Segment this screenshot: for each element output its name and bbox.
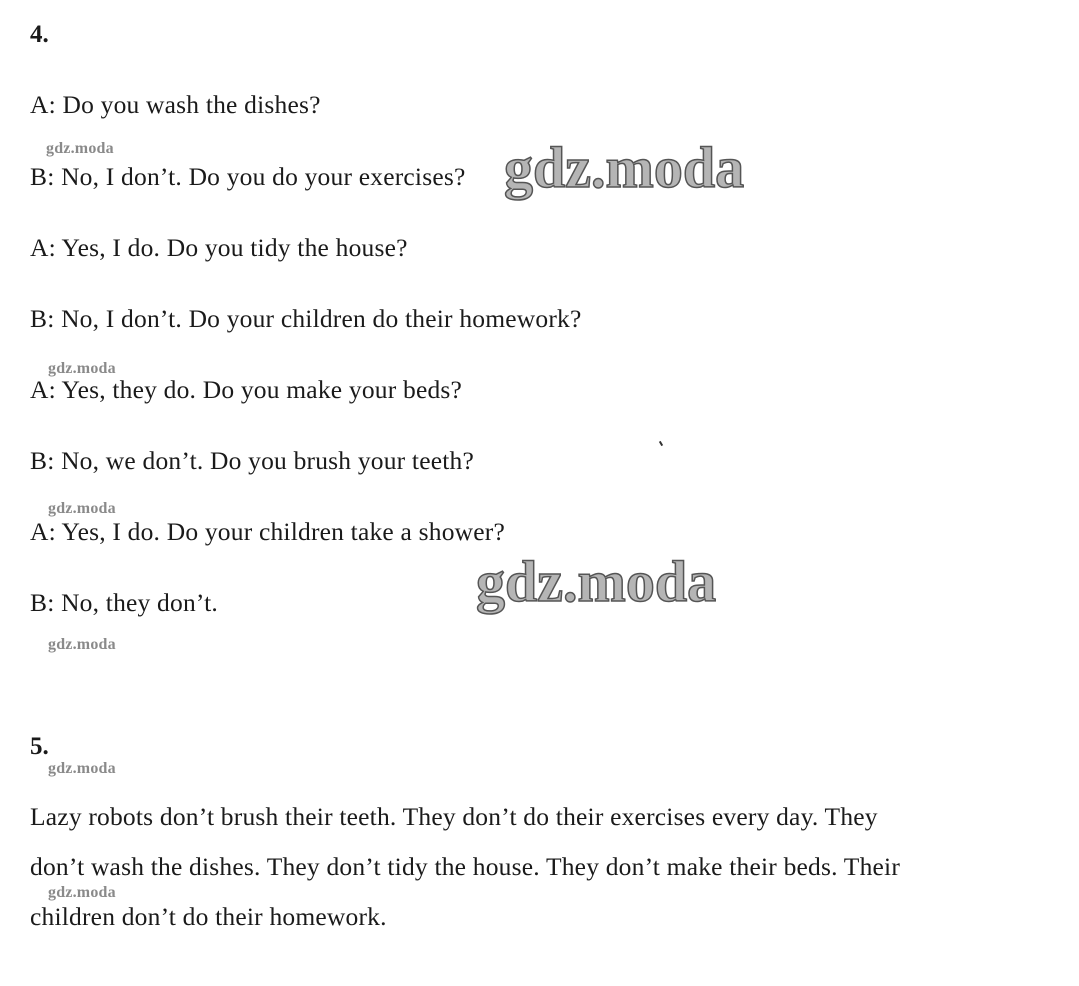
watermark-small-5: gdz.moda xyxy=(48,760,116,777)
watermark-large-1: gdz.moda xyxy=(504,135,745,200)
paragraph-line-1: Lazy robots don’t brush their teeth. They don’t do their exercises every day. They xyxy=(30,802,878,831)
dialogue-line-5: A: Yes, they do. Do you make your beds? xyxy=(30,375,463,404)
dialogue-line-7: A: Yes, I do. Do your children take a shower? xyxy=(30,517,505,546)
dialogue-line-2: B: No, I don’t. Do you do your exercises? xyxy=(30,162,466,191)
dialogue-line-1: A: Do you wash the dishes? xyxy=(30,90,321,119)
dialogue-line-6: B: No, we don’t. Do you brush your teeth? xyxy=(30,446,475,475)
scan-speck xyxy=(659,441,663,446)
dialogue-line-4: B: No, I don’t. Do your children do their homework? xyxy=(30,304,582,333)
section-4-heading: 4. xyxy=(30,21,49,48)
watermark-small-2: gdz.moda xyxy=(48,360,116,377)
watermark-small-1: gdz.moda xyxy=(46,140,114,157)
watermark-large-2: gdz.moda xyxy=(476,549,717,614)
watermark-small-6: gdz.moda xyxy=(48,884,116,901)
section-5-heading: 5. xyxy=(30,733,49,760)
paragraph-line-2: don’t wash the dishes. They don’t tidy the house. They don’t make their beds. Their xyxy=(30,852,901,881)
watermark-small-4: gdz.moda xyxy=(48,636,116,653)
paragraph-line-3: children don’t do their homework. xyxy=(30,902,387,931)
watermark-small-3: gdz.moda xyxy=(48,500,116,517)
dialogue-line-3: A: Yes, I do. Do you tidy the house? xyxy=(30,233,408,262)
dialogue-line-8: B: No, they don’t. xyxy=(30,588,219,617)
